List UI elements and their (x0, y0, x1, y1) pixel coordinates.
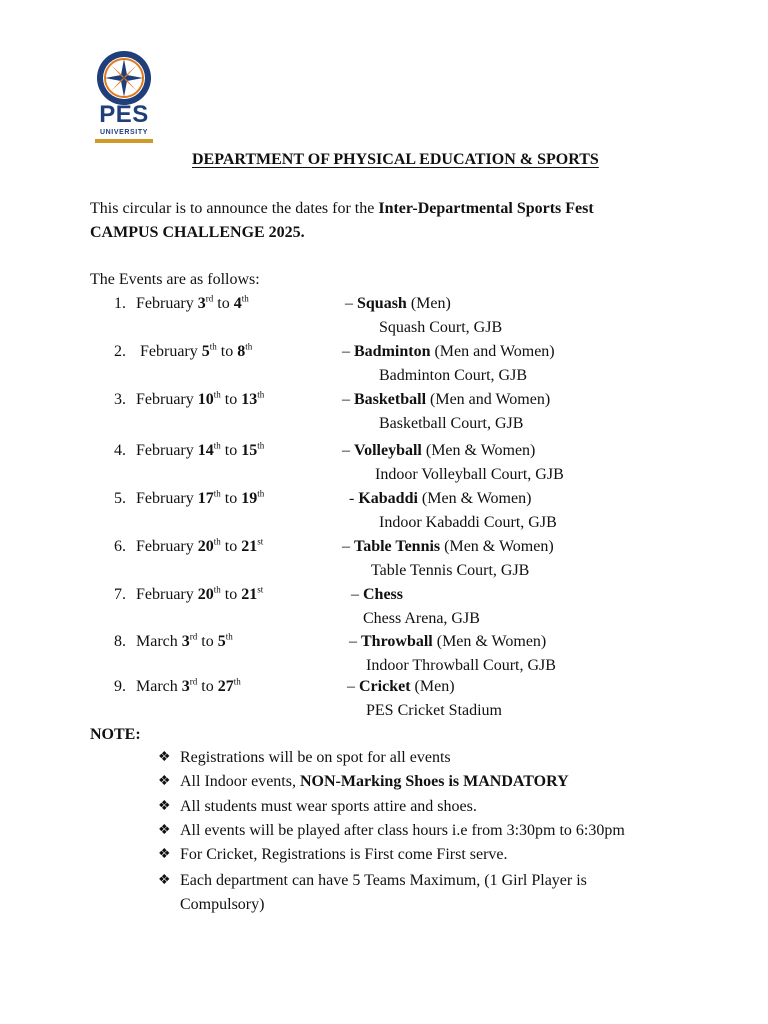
event-month: March (136, 678, 182, 695)
event-category: (Men & Women) (440, 538, 554, 555)
event-end-suffix: st (257, 584, 264, 595)
event-end-suffix: th (257, 389, 265, 400)
event-end-suffix: th (241, 293, 249, 304)
event-end-day: 21 (241, 586, 258, 603)
event-dash: – (342, 442, 354, 459)
event-end-suffix: th (233, 676, 241, 687)
event-start-day: 17 (197, 490, 214, 507)
event-venue: Badminton Court, GJB (379, 367, 528, 384)
event-dash: – (347, 678, 359, 695)
intro-fest-name: Inter-Departmental Sports Fest (378, 200, 594, 217)
note-item (180, 869, 640, 917)
event-dash: – (342, 343, 354, 360)
event-start-suffix: rd (189, 631, 198, 642)
event-sport-line (351, 585, 403, 605)
event-dash: – (345, 295, 357, 312)
diamond-bullet-icon: ❖ (158, 750, 171, 765)
note-heading: NOTE: (90, 726, 141, 743)
logo-wordmark: PES (99, 101, 149, 128)
event-number: 8. (114, 633, 126, 650)
event-category: (Men & Women) (417, 490, 532, 507)
event-to-word: to (220, 586, 242, 603)
diamond-bullet-icon: ❖ (158, 847, 171, 862)
event-sport-name: Badminton (354, 343, 431, 360)
event-start-day: 5 (201, 343, 210, 360)
intro-line-2: CAMPUS CHALLENGE 2025. (90, 224, 305, 241)
event-dash: - (349, 490, 359, 507)
event-start-suffix: th (209, 341, 217, 352)
event-to-word: to (220, 391, 242, 408)
event-sport-line (349, 632, 546, 652)
event-category: (Men) (410, 678, 455, 695)
diamond-bullet-icon: ❖ (158, 799, 171, 814)
note-item (180, 746, 680, 770)
event-date-range (136, 537, 263, 557)
event-dash: – (351, 586, 363, 603)
event-venue: Basketball Court, GJB (379, 415, 524, 432)
event-sport-line (347, 677, 455, 697)
event-sport-line (349, 489, 531, 509)
event-date-range (136, 585, 263, 605)
event-number: 6. (114, 538, 126, 555)
event-date-range (136, 489, 264, 509)
note-text-bold: NON-Marking Shoes is MANDATORY (299, 773, 569, 790)
department-heading: DEPARTMENT OF PHYSICAL EDUCATION & SPORTS (192, 151, 599, 168)
event-number: 9. (114, 678, 126, 695)
event-category: (Men and Women) (426, 391, 551, 408)
event-date-range (136, 632, 233, 652)
note-text-plain: All Indoor events, (180, 773, 300, 790)
event-sport-name: Throwball (361, 633, 433, 650)
event-date-range (136, 677, 241, 697)
event-venue: Indoor Volleyball Court, GJB (375, 466, 564, 483)
event-end-day: 21 (241, 538, 258, 555)
event-start-suffix: th (213, 584, 221, 595)
event-end-suffix: th (225, 631, 233, 642)
intro-line-1 (90, 199, 594, 219)
event-start-day: 3 (197, 295, 206, 312)
event-number: 3. (114, 391, 126, 408)
event-to-word: to (197, 678, 218, 695)
event-start-suffix: th (213, 440, 221, 451)
event-number: 5. (114, 490, 126, 507)
event-number: 7. (114, 586, 126, 603)
event-sport-name: Kabaddi (358, 490, 418, 507)
event-end-day: 19 (241, 490, 258, 507)
event-start-day: 14 (197, 442, 214, 459)
note-text-plain: Registrations will be on spot for all events (180, 749, 451, 766)
diamond-bullet-icon: ❖ (158, 873, 171, 888)
event-end-day: 4 (233, 295, 242, 312)
event-dash: – (342, 391, 354, 408)
note-item (180, 795, 680, 819)
event-venue: Indoor Kabaddi Court, GJB (379, 514, 557, 531)
event-month: February (136, 538, 198, 555)
event-to-word: to (220, 490, 242, 507)
event-to-word: to (197, 633, 218, 650)
event-category: (Men & Women) (421, 442, 536, 459)
event-month: February (136, 490, 198, 507)
pes-university-logo (93, 50, 155, 146)
event-end-suffix: th (245, 341, 253, 352)
event-month: February (136, 586, 198, 603)
event-venue: PES Cricket Stadium (366, 702, 502, 719)
event-sport-name: Squash (357, 295, 407, 312)
event-venue: Indoor Throwball Court, GJB (366, 657, 556, 674)
note-item (180, 819, 680, 843)
event-start-suffix: rd (189, 676, 198, 687)
event-date-range (140, 342, 252, 362)
event-end-suffix: th (257, 440, 265, 451)
event-category: (Men & Women) (432, 633, 547, 650)
logo-subtext: UNIVERSITY (99, 129, 148, 136)
event-end-day: 13 (241, 391, 258, 408)
event-end-day: 5 (217, 633, 226, 650)
event-end-suffix: th (257, 488, 265, 499)
event-sport-line (342, 537, 554, 557)
event-start-day: 10 (197, 391, 214, 408)
events-heading: The Events are as follows: (90, 271, 260, 288)
event-to-word: to (213, 295, 234, 312)
event-category: (Men) (406, 295, 451, 312)
note-item (180, 843, 680, 867)
event-number: 2. (114, 343, 126, 360)
event-start-suffix: th (213, 536, 221, 547)
event-end-day: 8 (237, 343, 246, 360)
event-sport-name: Basketball (354, 391, 427, 408)
event-date-range (136, 390, 264, 410)
event-month: February (136, 391, 198, 408)
event-venue: Squash Court, GJB (379, 319, 503, 336)
event-month: February (136, 295, 198, 312)
event-end-day: 15 (241, 442, 258, 459)
event-start-suffix: th (213, 488, 221, 499)
event-end-day: 27 (217, 678, 234, 695)
compass-seal-icon (96, 50, 152, 106)
event-sport-name: Cricket (359, 678, 411, 695)
event-date-range (136, 294, 249, 314)
event-dash: – (342, 538, 354, 555)
event-date-range (136, 441, 264, 461)
event-sport-line (342, 441, 535, 461)
note-text-plain: All events will be played after class hours i.e from 3:30pm to 6:30pm (180, 822, 625, 839)
logo-gold-bar (95, 139, 153, 143)
event-start-day: 20 (197, 538, 214, 555)
event-end-suffix: st (257, 536, 264, 547)
event-to-word: to (220, 538, 242, 555)
event-dash: – (349, 633, 361, 650)
intro-plain-text: This circular is to announce the dates for the (90, 200, 379, 217)
event-category: (Men and Women) (430, 343, 555, 360)
diamond-bullet-icon: ❖ (158, 823, 171, 838)
event-number: 1. (114, 295, 126, 312)
event-start-suffix: th (213, 389, 221, 400)
note-text-plain: Each department can have 5 Teams Maximum, (1 Girl Player is Compulsory) (180, 872, 587, 913)
event-month: February (136, 442, 198, 459)
event-sport-name: Volleyball (354, 442, 422, 459)
note-text-plain: For Cricket, Registrations is First come First serve. (180, 846, 508, 863)
event-venue: Table Tennis Court, GJB (371, 562, 530, 579)
note-text-plain: All students must wear sports attire and shoes. (180, 798, 477, 815)
event-month: February (140, 343, 202, 360)
event-to-word: to (216, 343, 238, 360)
event-start-day: 3 (181, 678, 190, 695)
event-number: 4. (114, 442, 126, 459)
event-start-day: 20 (197, 586, 214, 603)
event-start-day: 3 (181, 633, 190, 650)
event-to-word: to (220, 442, 242, 459)
event-sport-line (342, 390, 550, 410)
event-sport-name: Table Tennis (354, 538, 441, 555)
event-venue: Chess Arena, GJB (363, 610, 480, 627)
event-sport-line (345, 294, 451, 314)
event-sport-name: Chess (363, 586, 404, 603)
event-start-suffix: rd (205, 293, 214, 304)
diamond-bullet-icon: ❖ (158, 774, 171, 789)
event-sport-line (342, 342, 555, 362)
event-month: March (136, 633, 182, 650)
note-item (180, 770, 680, 794)
